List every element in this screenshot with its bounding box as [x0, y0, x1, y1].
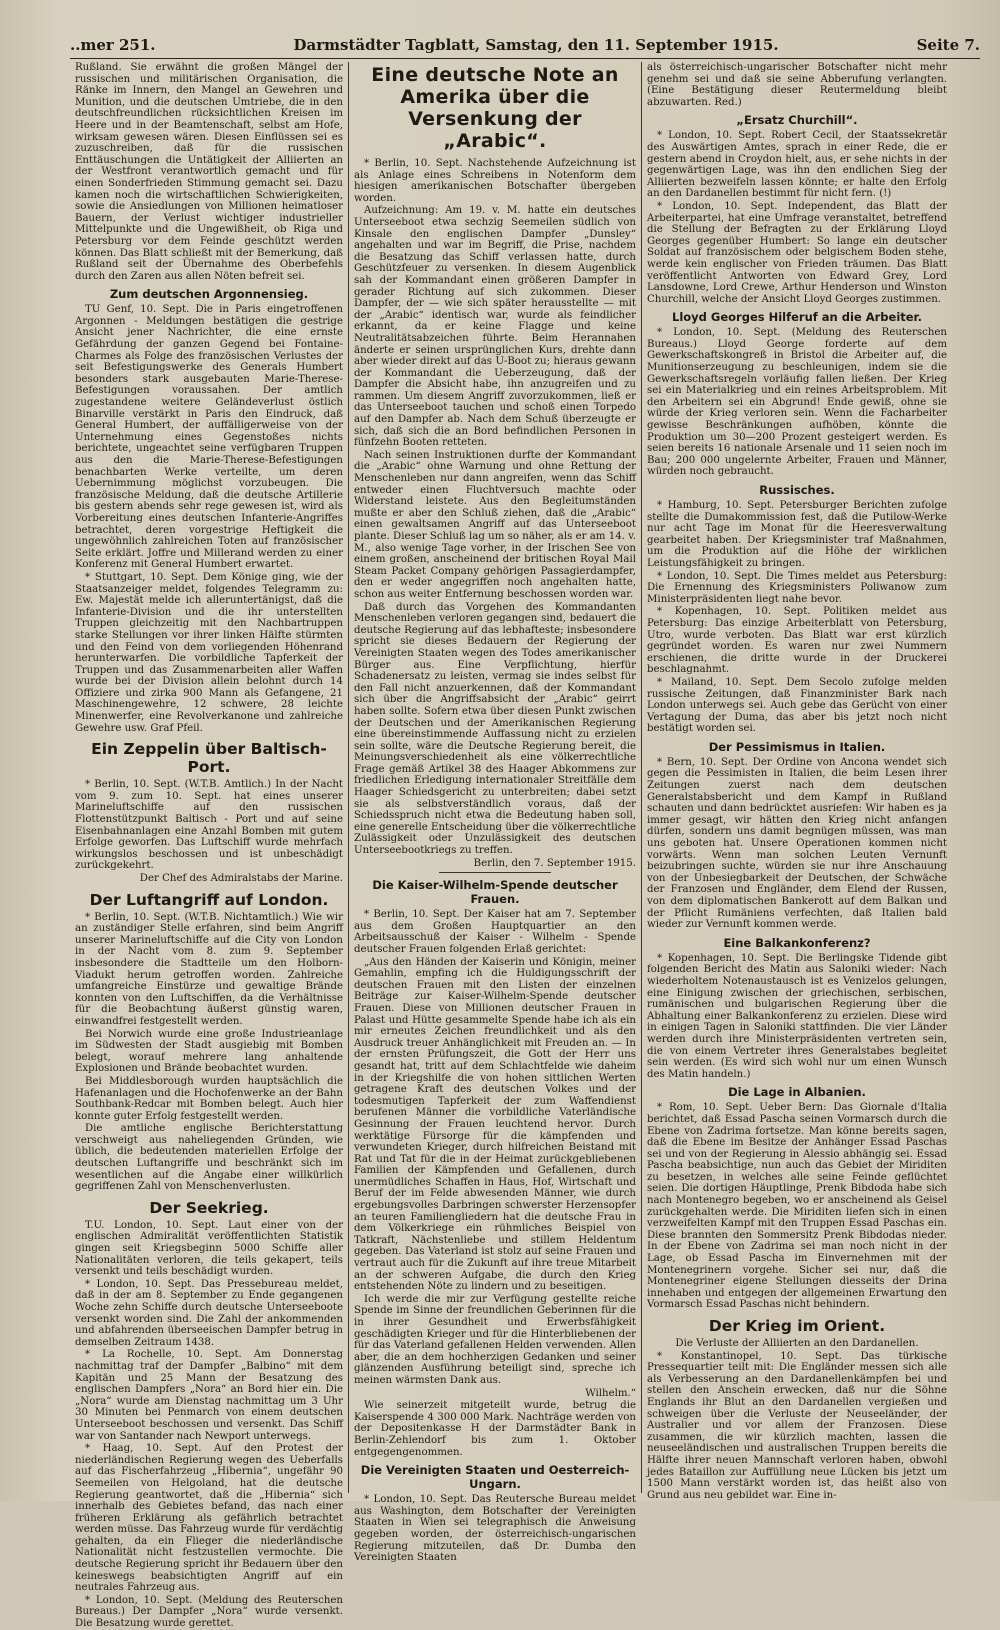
article-text: * Berlin, 10. Sept. (W.T.B. Amtlich.) In der Nacht vom 9. zum 10. Sept. hat eines unserer Marineluftschiffe auf den russischen Flottenstützpunkt Baltisch - Port und auf seine Eisenbahnanlagen eine Anzahl Bomben mit gutem Erfolge geworfen. Das Luftschiff wurde mehrfach wirkungslos beschossen und ist unbeschädigt zurückgekehrt.	[75, 779, 343, 872]
article-text: Bei Norwich wurde eine große Industrieanlage im Südwesten der Stadt ausgiebig mit Bomben belegt, worauf mehrere lang anhaltende Explosionen und Brände beobachtet wurden.	[75, 1028, 343, 1075]
article-text: * Berlin, 10. Sept. (W.T.B. Nichtamtlich.) Wie wir an zuständiger Stelle erfahren, sind beim Angriff unserer Marineluftschiffe auf die City von London in der Nacht vom 8. zum 9. September insbesondere die Stadtteile um den Holborn-Viadukt herum getroffen worden. Zahlreiche umfangreiche Einstürze und gewaltige Brände konnten von den Luftschiffen, da die Verhältnisse für die Beobachtung äußerst günstig waren, einwandfrei festgestellt werden.	[75, 911, 343, 1027]
article-text: * London, 10. Sept. Die Times meldet aus Petersburg: Die Ernennung des Kriegsministers Poliwanow zum Ministerpräsidenten liegt nahe bevor.	[647, 570, 947, 605]
article-text: Aufzeichnung: Am 19. v. M. hatte ein deutsches Unterseeboot etwa sechzig Seemeilen südlich von Kinsale den englischen Dampfer „Dunsley“ angehalten und war im Begriff, die Prise, nachdem die Besatzung das Schiff verlassen hatte, durch Geschützfeuer zu versenken. In diesem Augenblick sah der Kommandant einen größeren Dampfer in gerader Richtung auf sich zukommen. Dieser Dampfer, der — wie sich später herausstellte — mit der „Arabic“ identisch war, wurde als feindlicher erkannt, da er keine Flagge und keine Neutralitätsabzeichen führte. Beim Herannahen änderte er seinen ursprünglichen Kurs, drehte dann aber wieder direkt auf das U-Boot zu; hieraus gewann der Kommandant die Ueberzeugung, daß der Dampfer die Absicht habe, ihn anzugreifen und zu rammen. Um diesem Angriff zuvorzukommen, ließ er das Unterseeboot tauchen und schoß einen Torpedo auf den Dampfer ab. Nach dem Schuß überzeugte er sich, daß sich die an Bord befindlichen Personen in fünfzehn Booten retteten.	[354, 205, 636, 449]
headline-zeppelin: Ein Zeppelin über Baltisch-Port.	[91, 740, 327, 777]
article-text: als österreichisch-ungarischer Botschafter nicht mehr genehm sei und daß sie seine Abberufung verlangten. (Eine Bestätigung dieser Reutermeldung bleibt abzuwarten. Red.)	[647, 62, 947, 108]
article-text: Rußland. Sie erwähnt die großen Mängel der russischen und militärischen Organisation, die Ränke im Innern, den Mangel an Gewehren und Munition, und die deutschen Umtriebe, die in den deutschfreundlichen rücksichtlichen Kreisen im Heere und in der Beamtenschaft, selbst am Hofe, wirksam gewesen wären. Diesen Einflüssen sei es zuzuschreiben, daß für die russischen Enttäuschungen die Untätigkeit der Alliierten an der Westfront verantwortlich gemacht und für einen Sonderfrieden Stimmung gemacht sei. Dazu kamen noch die wirtschaftlichen Schwierigkeiten, sowie die Ansiedlungen von Millionen heimatloser Bauern, der Verlust wichtiger industrieller Mittelpunkte und die Ungewißheit, ob Riga und Petersburg vor dem Feinde geschützt werden können. Das Blatt schließt mit der Bemerkung, daß Rußland seit der Übernahme des Oberbefehls durch den Zaren aus allen Nöten befreit sei.	[75, 62, 343, 282]
headline-churchill: „Ersatz Churchill“.	[736, 113, 858, 128]
article-text: * Mailand, 10. Sept. Dem Secolo zufolge melden russische Zeitungen, daß Finanzminister Bark nach London unterwegs sei. Auch gebe das Gerücht von einer Vertagung der Duma, das aber bis jetzt noch nicht bestätigt worden sei.	[647, 676, 947, 735]
article-text: * London, 10. Sept. Independent, das Blatt der Arbeiterpartei, hat eine Umfrage veranstaltet, betreffend die Stellung der Befragten zu der Erklärung Lloyd Georges gegenüber Humbert: So lange ein deutscher Soldat auf französischem oder belgischem Boden stehe, werde kein englischer von Frieden träumen. Das Blatt veröffentlicht Antworten von Edward Grey, Lord Lansdowne, Lord Crewe, Arthur Henderson und Winston Churchill, welche der Ansicht Lloyd Georges zustimmen.	[647, 200, 947, 305]
article-text: * Kopenhagen, 10. Sept. Die Berlingske Tidende gibt folgenden Bericht des Matin aus Saloniki wieder: Nach wiederholtem Notenaustausch ist es Venizelos gelungen, eine Einigung zwischen der griechischen, serbischen, rumänischen und bulgarischen Regierung über die Abhaltung einer Balkankonferenz zu erzielen. Diese wird in einigen Tagen in Saloniki stattfinden. Die vier Länder werden durch ihre Ministerpräsidenten vertreten sein, die von einem Vertreter ihres Generalstabes begleitet sein werden. (Es wird sich wohl nur um einen Wunsch des Matin handeln.)	[647, 952, 947, 1080]
subheadline: Die Verluste der Alliierten an den Dardanellen.	[675, 1338, 919, 1349]
headline-note: Eine deutsche Note an Amerika über die Versenkung der „Arabic“.	[371, 64, 619, 152]
article-text: * Kopenhagen, 10. Sept. Politiken meldet aus Petersburg: Das einzige Arbeiterblatt von Petersburg, Utro, wurde verboten. Das Blatt war erst kürzlich gegründet worden. Es waren nur zwei Nummern erschienen, die dritte wurde in der Druckerei beschlagnahmt.	[647, 606, 947, 676]
headline-seekrieg: Der Seekrieg.	[149, 1198, 269, 1217]
article-text: „Aus den Händen der Kaiserin und Königin, meiner Gemahlin, empfing ich die Huldigungsschrift der deutschen Frauen mit den Listen der einzelnen Beiträge zur Kaiser-Wilhelm-Spende deutscher Frauen. Diese von Millionen deutscher Frauen in Palast und Hütte gesammelte Spende habe ich als ein mir erneutes Zeichen freundlichkeit und als den Ausdruck treuer Anhänglichkeit mit Freuden an. — In der ernsten Prüfungszeit, die Gott der Herr uns gesandt hat, tritt auf dem Schlachtfelde wie daheim in der Kriegshilfe die von hohen sittlichen Werten getragene Kraft des deutschen Volkes und der todesmutigen Tapferkeit der zum Waffendienst berufenen Männer die vorbildliche Vaterländische Gesinnung der Frauen leuchtend hervor. Durch werktätige Fürsorge für die kämpfenden und verwundeten Krieger, durch hilfreichen Beistand mit Rat und Tat für die in der Heimat zurückgebliebenen Familien der Kämpfenden und Gefallenen, durch unermüdliches Schaffen in Haus, Hof, Wirtschaft und Beruf der im Felde abwesenden Männer, wie durch ergebungsvolles Darbringen schwerster Herzensopfer an teuren Familiengliedern hat die deutsche Frau in dem Völkerkriege ein rühmliches Beispiel von Tatkraft, Nächstenliebe und stillem Heldentum gegeben. Das Vaterland ist stolz auf seine Frauen und vertraut auch für die Zukunft auf ihre treue Mitarbeit an der schweren Aufgabe, die durch den Krieg entstehenden Nöte zu lindern und zu beseitigen.	[354, 956, 636, 1293]
article-text: * Haag, 10. Sept. Auf den Protest der niederländischen Regierung wegen des Ueberfalls auf das Fischerfahrzeug „Hibernia“, ungefähr 90 Seemeilen von Helgoland, hat die deutsche Regierung geantwortet, daß die „Hibernia“ sich innerhalb des Gebietes befand, das nach einer früheren Erklärung als gefährlich betrachtet werden müsse. Das Fahrzeug wurde für verdächtig gehalten, da ein Flieger die niederländische Nationalität nicht festzustellen vermochte. Die deutsche Regierung spricht ihr Bedauern über den keineswegs beabsichtigten Angriff auf ein neutrales Fahrzeug aus.	[75, 1443, 343, 1594]
headline-argonnen: Zum deutschen Argonnensieg.	[109, 287, 309, 302]
dateline: Berlin, den 7. September 1915.	[473, 857, 636, 869]
columns	[70, 62, 982, 1630]
headline-balkan: Eine Balkankonferenz?	[723, 935, 871, 950]
article-text: * London, 10. Sept. Das Reutersche Bureau meldet aus Washington, dem Botschafter der Vereinigten Staaten in Wien sei telegraphisch die Anweisung gegeben worden, der österreichisch-ungarischen Regierung mitzuteilen, daß Dr. Dumba den Vereinigten Staaten	[354, 1494, 636, 1564]
article-text: * London, 10. Sept. (Meldung des Reuterschen Bureaus.) Der Dampfer „Nora“ wurde versenkt. Die Besatzung wurde gerettet.	[75, 1594, 343, 1630]
article-text: * Bern, 10. Sept. Der Ordine von Ancona wendet sich gegen die Pessimisten in Italien, die beim Lesen ihrer Zeitungen zuerst nach dem deutschen Generalstabsbericht und dem Kampf in Rußland schauten und dann bedrücktet ausriefen: Wir haben es ja immer gesagt, wir hätten den Krieg nicht anfangen dürfen, sondern uns damit begnügen müssen, was man uns geboten hat. Unsere Operationen kommen nicht vorwärts. Wenn man solchen Leuten Vernunft beizubringen suchte, würden sie nur ihre Anschauung von der Unbesiegbarkeit der Deutschen, der Schwäche der Franzosen und Engländer, dem Elend der Russen, von dem diplomatischen Bankerott auf dem Balkan und der Pflicht Rumäniens verfechten, daß Italien bald wieder zur Vernunft kommen werde.	[647, 756, 947, 931]
article-text: Nach seinen Instruktionen durfte der Kommandant die „Arabic“ ohne Warnung und ohne Rettung der Menschenleben nur dann angreifen, wenn das Schiff entweder einen Fluchtversuch machte oder Widerstand leistete. Aus den Begleitumständen mußte er aber den Schluß ziehen, daß die „Arabic“ einen gewaltsamen Angriff auf das Unterseeboot plante. Dieser Schluß lag um so näher, als er am 14. v. M., also wenige Tage vorher, in der Irischen See von einem großen, anscheinend der britischen Royal Mail Steam Packet Company gehörigen Passagierdampfer, den er weder angegriffen noch angehalten hatte, schon aus weiter Entfernung beschossen worden war.	[354, 449, 636, 600]
headline-pessimismus: Der Pessimismus in Italien.	[708, 739, 886, 754]
article-text: Daß durch das Vorgehen des Kommandanten Menschenleben verloren gegangen sind, bedauert die deutsche Regierung auf das lebhafteste; insbesondere spricht sie dieses Bedauern der Regierung der Vereinigten Staaten wegen des Todes amerikanischer Bürger aus. Eine Verpflichtung, hierfür Schadenersatz zu leisten, vermag sie indes selbst für den Fall nicht anzuerkennen, daß der Kommandant sich über die Angriffsabsicht der „Arabic“ geirrt haben sollte. Sofern etwa über diesen Punkt zwischen der Deutschen und der Amerikanischen Regierung eine übereinstimmende Auffassung nicht zu erzielen sein sollte, wäre die Deutsche Regierung bereit, die Meinungsverschiedenheit als eine völkerrechtliche Frage gemäß Artikel 38 des Haager Abkommens zur friedlichen Erledigung internationaler Streitfälle dem Haager Schiedsgericht zu unterbreiten; dabei setzt sie als selbstverständlich voraus, daß der Schiedsspruch nicht etwa die Bedeutung haben soll, eine generelle Entscheidung über die völkerrechtliche Zulässigkeit oder Unzulässigkeit des deutschen Unterseebootkriegs zu treffen.	[354, 601, 636, 857]
column-2	[348, 62, 642, 1564]
article-text: T.U. London, 10. Sept. Laut einer von der englischen Admiralität veröffentlichten Statistik gingen seit Kriegsbeginn 5000 Schiffe aller Nationalitäten verloren, die teils gekapert, teils versenkt und teils beschädigt wurden.	[75, 1219, 343, 1278]
column-1	[70, 62, 348, 1630]
article-text: * London, 10. Sept. Das Pressebureau meldet, daß in der am 8. September zu Ende gegangenen Woche zehn Schiffe durch deutsche Unterseeboote versenkt worden sind. Die Zahl der ankommenden und abfahrenden überseeischen Dampfer betrug in demselben Zeitraum 1438.	[75, 1278, 343, 1348]
article-text: TU Genf, 10. Sept. Die in Paris eingetroffenen Argonnen - Meldungen bestätigen die gestrige Ansicht jener Nachrichter, die eine ernste Gefährdung der ganzen Gegend bei Fontaine-Charmes als Folge des französischen Verlustes der seit Befestigungswerke des Generals Humbert besonders stark ausgebauten Marie-Therese-Befestigungen voraussahen. Der amtlich zugestandene weitere Geländeverlust östlich Binarville verstärkt in Paris den Eindruck, daß General Humbert, der auffälligerweise von der Unternehmung eines Gegenstoßes nichts berichtete, ungeachtet seine verfügbaren Truppen aus den die Marie-Therese-Befestigungen benachbarten Werke verteilte, um deren Uebernimmung möglichst vorzubeugen. Die französische Meldung, daß die deutsche Artillerie bis gestern abends sehr rege gewesen ist, wird als Vorbereitung eines deutschen Infanterie-Angriffes betrachtet, deren vorgestrige Heftigkeit die ungewöhnlich zahlreichen Toten auf französischer Seite erklärt. Joffre und Millerand werden zu einer Konferenz mit General Humbert erwartet.	[75, 304, 343, 571]
article-text: Die amtliche englische Berichterstattung verschweigt aus naheliegenden Gründen, wie üblich, die bedeutenden materiellen Erfolge der deutschen Luftangriffe und beschränkt sich im wesentlichen auf die Angabe einer willkürlich gegriffenen Zahl von Menschenverlusten.	[75, 1123, 343, 1193]
masthead-line: Darmstädter Tagblatt, Samstag, den 11. September 1915.	[293, 36, 779, 54]
article-text: Wie seinerzeit mitgeteilt wurde, betrug die Kaiserspende 4 300 000 Mark. Nachträge werden von der Depositenkasse H der Darmstädter Bank in Berlin-Zehlendorf bis zum 1. Oktober entgegengenommen.	[354, 1400, 636, 1458]
article-text: Ich werde die mir zur Verfügung gestellte reiche Spende im Sinne der freundlichen Geberinnen für die in ihrer Gesundheit und Erwerbsfähigkeit geschädigten Krieger und für die Hinterbliebenen der für das Vaterland gefallenen Helden verwenden. Allen aber, die an dem hochherzigen Gedanken und seiner glänzenden Ausführung beteiligt sind, spreche ich meinen wärmsten Dank aus.	[354, 1293, 636, 1386]
article-text: * Rom, 10. Sept. Ueber Bern: Das Giornale d'Italia berichtet, daß Essad Pascha seinen Vormarsch durch die Ebene von Zadrima fortsetze. Man könne bereits sagen, daß die Ebene im Besitze der Anhänger Essad Paschas sei und von der Regierung in Alessio abhängig sei. Essad Pascha beabsichtige, nun auch das Gebiet der Miriditen zu besetzen, in welches alle seine Feinde geflüchtet seien. Die dortigen Häuptlinge, Prenk Bibdoda habe sich nach Montenegro begeben, wo er anscheinend als Geisel zurückgehalten werde. Die Miriditen liefen sich in einen verzweifelten Kampf mit den Truppen Essad Paschas ein. Diese brannten den Sommersitz Prenk Bibdodas nieder. In der Ebene von Zadrima sei man noch nicht in der Lage, ob Essad Pascha im Einvernehmen mit der Montenegrinern vorgehe. Sicher sei nur, daß die Montenegriner eigene Stellungen diesseits der Drina innehaben und entgegen der allgemeinen Erwartung den Vormarsch Essad Paschas nicht behindern.	[647, 1102, 947, 1311]
article-text: * La Rochelle, 10. Sept. Am Donnerstag nachmittag traf der Dampfer „Balbino“ mit dem Kapitän und 25 Mann der Besatzung des englischen Dampfers „Nora“ an Bord hier ein. Die „Nora“ wurde am Dienstag nachmittag um 3 Uhr 30 Minuten bei Penmarch von einem deutschen Unterseeboot beschossen und versenkt. Das Schiff war von Santander nach Newport unterwegs.	[75, 1349, 343, 1442]
headline-russisches: Russisches.	[759, 483, 835, 497]
article-text: * Hamburg, 10. Sept. Petersburger Berichten zufolge stellte die Dumakommission fest, daß die Putilow-Werke nur acht Tage im Monat für die Heeresverwaltung gearbeitet haben. Der Kriegsminister traf Maßnahmen, um die Produktion auf die Höhe der wirklichen Leistungsfähigkeit zu bringen.	[647, 500, 947, 569]
article-text: * Berlin, 10. Sept. Der Kaiser hat am 7. September aus dem Großen Hauptquartier an den Arbeitsausschuß der Kaiser - Wilhelm - Spende deutscher Frauen folgenden Erlaß gerichtet:	[354, 909, 636, 955]
article-text: * London, 10. Sept. (Meldung des Reuterschen Bureaus.) Lloyd George forderte auf dem Gewerkschaftskongreß in Bristol die Arbeiter auf, die Munitionserzeugung zu beschleunigen, indem sie die Gewerkschaftsregeln vorläufig fallen ließen. Der Krieg sei ein Materialkrieg und ein reines Arbeitsproblem. Mit den Arbeitern sei ein Abgrund! Ende gewiß, ohne sie würde der Krieg verloren sein. Wenn die Facharbeiter gewisse Beschränkungen aufhöben, könnte die Produktion um 30—200 Prozent gesteigert werden. Es seien bereits 16 nationale Arsenale und 11 seien noch im Bau; 200 000 ungelernte Arbeiter, Frauen und Männer, würden noch gebraucht.	[647, 327, 947, 478]
headline-usa: Die Vereinigten Staaten und Oesterreich-Ungarn.	[360, 1463, 630, 1492]
article-text: * London, 10. Sept. Robert Cecil, der Staatssekretär des Auswärtigen Amtes, sprach in einer Rede, die er gestern abend in Croydon hielt, aus, er sehe nichts in der gegenwärtigen Lage, was ihn den endlichen Sieg der Alliierten bezweifeln lassen könnte; er halte den Erfolg an den Dardanellen bestimmt für nicht fern. (!)	[647, 130, 947, 200]
page-header	[70, 34, 980, 59]
headline-lloyd: Lloyd Georges Hilferuf an die Arbeiter.	[672, 310, 922, 325]
divider	[439, 872, 552, 873]
headline-london: Der Luftangriff auf London.	[89, 890, 329, 909]
article-text: * Stuttgart, 10. Sept. Dem Könige ging, wie der Staatsanzeiger meldet, folgendes Telegramm zu: Ew. Majestät melde ich alleruntertänigst, daß die Infanterie-Division und die ihr unterstellten Truppen gleichzeitig mit den Nachbartruppen starke Stellungen vor ihrer linken Hälfte stürmten und den Feind von dem vorliegenden Höhenrand herunterwarfen. Die vorbildliche Tapferkeit der Truppen und das Zusammenarbeiten aller Waffen wurde bei der Division allein belohnt durch 14 Offiziere und zirka 900 Mann als Gefangene, 21 Maschinengewehre, 12 schwere, 28 leichte Minenwerfer, eine Revolverkanone und zahlreiche Gewehre usw. Graf Pfeil.	[75, 571, 343, 734]
headline-orient: Der Krieg im Orient.	[708, 1317, 886, 1335]
headline-albanien: Die Lage in Albanien.	[728, 1085, 866, 1100]
page-number: Seite 7.	[916, 36, 980, 54]
signature: Wilhelm.“	[585, 1387, 636, 1399]
article-text: * Berlin, 10. Sept. Nachstehende Aufzeichnung ist als Anlage eines Schreibens in Notenform dem hiesigen amerikanischen Botschafter übergeben worden.	[354, 158, 636, 204]
article-text: * Konstantinopel, 10. Sept. Das türkische Pressequartier teilt mit: Die Engländer messen sich alle als Verbesserung an den Dardanellenkämpfen bei und stellen den Anschein erwecken, daß nur die Söhne Englands ihr Blut an den Dardanellen vergießen und schweigen über die Verluste der Neuseeländer, der Australier und vor allem der Franzosen. Diese zusammen, die wir kürzlich machten, lassen die neuseeländischen und australischen Truppen bereits die Hälfte ihrer neuen Mannschaft verloren haben, obwohl jedes Bataillon zur Auffüllung neue Lücken bis jetzt um 1500 Mann verstärkt worden ist, das heißt also von Grund aus neu gebildet war. Eine in-	[647, 1350, 947, 1501]
column-3	[642, 62, 952, 1501]
headline-spende: Die Kaiser-Wilhelm-Spende deutscher Frauen.	[372, 878, 618, 907]
issue-number: ..mer 251.	[70, 36, 156, 54]
article-text: Bei Middlesborough wurden hauptsächlich die Hafenanlagen und die Hochofenwerke an der Bahn Southbank-Redcar mit Bomben belegt. Auch hier konnte guter Erfolg festgestellt werden.	[75, 1075, 343, 1122]
signature: Der Chef des Admiralstabs der Marine.	[139, 873, 343, 884]
